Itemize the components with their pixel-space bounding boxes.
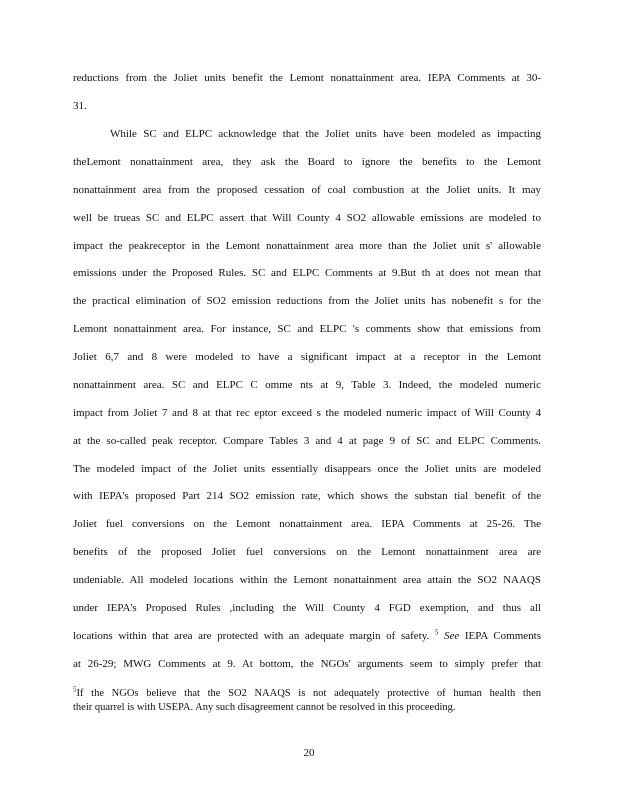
line-text: IEPA Comments [464, 630, 542, 642]
footnote-text: If the NGOs believe that the SO2 NAAQS is not adequately protective of human health then [76, 688, 541, 699]
body-line [73, 630, 541, 643]
body-line: well be trueas SC and ELPC assert that Will County 4 SO2 allowable emissions are modeled to [73, 212, 541, 224]
body-line: Joliet fuel conversions on the Lemont nonattainment area. IEPA Comments at 25-26. The [73, 518, 541, 530]
body-line: Joliet 6,7 and 8 were modeled to have a significant impact at a receptor in the Lemont [73, 351, 541, 363]
body-line: nonattainment area from the proposed cessation of coal combustion at the Joliet units. It may [73, 184, 541, 196]
body-line: under IEPA's Proposed Rules ,including the Will County 4 FGD exemption, and thus all [73, 602, 541, 614]
body-line: undeniable. All modeled locations within the Lemont nonattainment area attain the SO2 NAAQS [73, 574, 541, 586]
body-line: at the so-called peak receptor. Compare Tables 3 and 4 at page 9 of SC and ELPC Comments. [73, 435, 541, 447]
body-line: at 26-29; MWG Comments at 9. At bottom, the NGOs' arguments seem to simply prefer that [73, 658, 541, 670]
body-line: the practical elimination of SO2 emission reductions from the Joliet units has nobenefit s for the [73, 295, 541, 307]
body-line: impact from Joliet 7 and 8 at that rec eptor exceed s the modeled numeric impact of Will County 4 [73, 407, 541, 419]
body-line: impact the peakreceptor in the Lemont nonattainment area more than the Joliet unit s' allowable [73, 240, 541, 252]
footnote-marker: 5 [73, 685, 77, 694]
line-text: locations within that area are protected with an adequate margin of safety. [73, 630, 430, 642]
body-line: Lemont nonattainment area. For instance, SC and ELPC 's comments show that emissions from [73, 323, 541, 335]
body-line: 31. [73, 100, 87, 112]
body-line: emissions under the Proposed Rules. SC and ELPC Comments at 9.But th at does not mean that [73, 267, 541, 279]
see-signal: See [444, 630, 460, 642]
body-line: benefits of the proposed Joliet fuel conversions on the Lemont nonattainment area are [73, 546, 541, 558]
body-line: nonattainment area. SC and ELPC C omme nts at 9, Table 3. Indeed, the modeled numeric [73, 379, 541, 391]
body-line: While SC and ELPC acknowledge that the Joliet units have been modeled as impacting [110, 128, 541, 140]
page-number: 20 [303, 747, 315, 759]
body-line: The modeled impact of the Joliet units essentially disappears once the Joliet units are modeled [73, 463, 541, 475]
footnote-reference: 5 [434, 628, 439, 637]
footnote-line [73, 687, 541, 700]
body-line: theLemont nonattainment area, they ask the Board to ignore the benefits to the Lemont [73, 156, 541, 168]
footnote-line: their quarrel is with USEPA. Any such disagreement cannot be resolved in this proceeding. [73, 702, 456, 713]
body-line: with IEPA's proposed Part 214 SO2 emission rate, which shows the substan tial benefit of the [73, 490, 541, 502]
body-line: reductions from the Joliet units benefit the Lemont nonattainment area. IEPA Comments at 30- [73, 72, 541, 84]
